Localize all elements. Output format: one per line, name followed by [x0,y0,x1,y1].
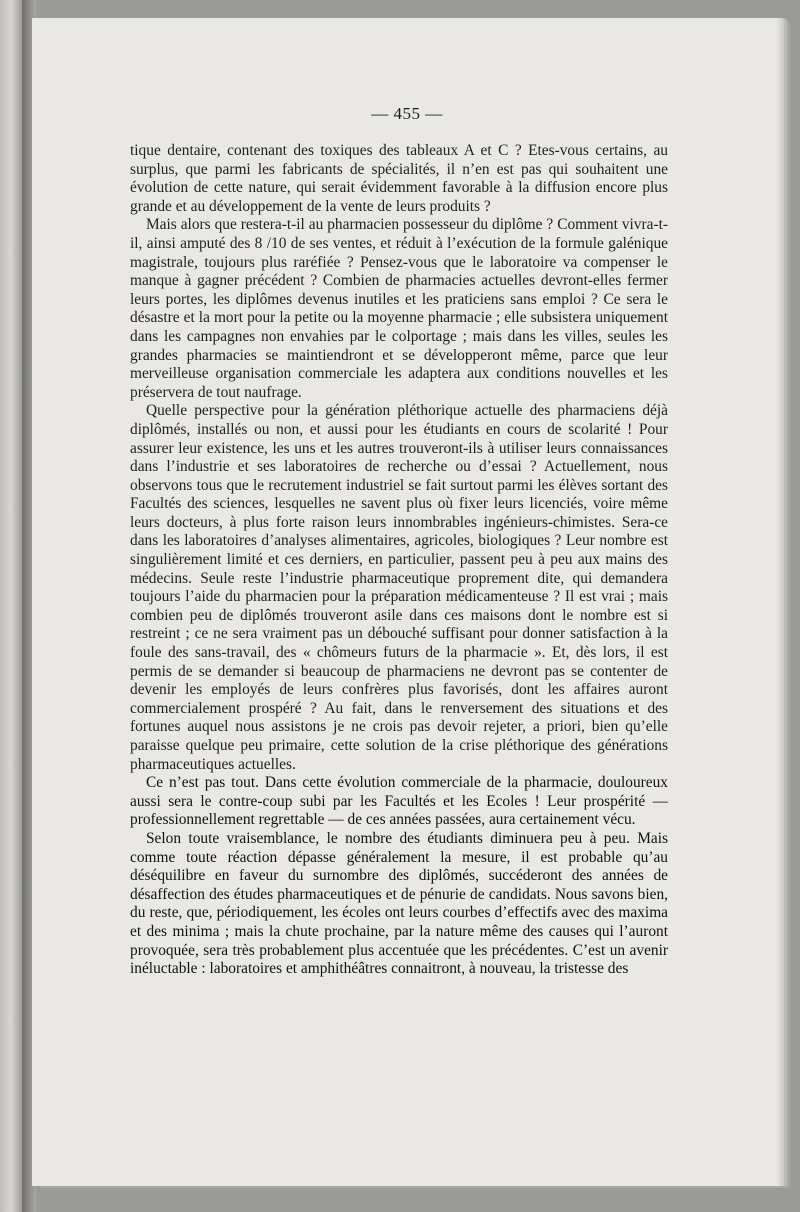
paragraph-1: tique dentaire, contenant des toxiques des tableaux A et C ? Etes-vous certains, au surplus, que parmi les fabricants de spécialités, il n’en est pas qui souhaitent une évolution de cette nature, qui serait évidemment favorable à la diffusion encore plus grande et au développement de la vente de leurs produits ? [130,142,668,215]
paragraph-5: Selon toute vraisemblance, le nombre des étudiants diminuera peu à peu. Mais comme toute réaction dépasse généralement la mesure, il est probable qu’au déséquilibre en faveur du surnombre des diplômés, succéderont des années de désaffection des études pharmaceutiques et de pénurie de candidats. Nous savons bien, du reste, que, périodiquement, les écoles ont leurs courbes d’effectifs avec des maxima et des minima ; mais la chute prochaine, par la nature même des causes qui l’auront provoquée, sera très probablement plus accentuée que les précédentes. C’est un avenir inéluctable : laboratoires et amphithéâtres connaitront, à nouveau, la tristesse des [130,829,668,978]
page-number: — 455 — [371,104,443,123]
paragraph-2: Mais alors que restera-t-il au pharmacien possesseur du diplôme ? Comment vivra-t-il, ainsi amputé des 8 /10 de ses ventes, et réduit à l’exécution de la formule galénique magistrale, toujours plus raréfiée ? Pensez-vous que le laboratoire va compenser le manque à gagner précédent ? Combien de pharmacies actuelles devront-elles fermer leurs portes, les diplômes devenus inutiles et les praticiens sans emploi ? Ce sera le désastre et la mort pour la petite ou la moyenne pharmacie ; elle subsistera uniquement dans les campagnes non envahies par le colportage ; mais dans les villes, seules les grandes pharmacies se maintiendront et se développeront même, parce que leur merveilleuse organisation commerciale les adaptera aux conditions nouvelles et les préservera de tout naufrage. [130,216,668,401]
paragraph-3: Quelle perspective pour la génération pléthorique actuelle des pharmaciens déjà diplômés, installés ou non, et aussi pour les étudiants en cours de scolarité ! Pour assurer leur existence, les uns et les autres trouveront-ils à utiliser leurs connaissances dans l’industrie et ses laboratoires de recherche ou d’essai ? Actuellement, nous observons tous que le recrutement industriel se fait surtout parmi les élèves sortant des Facultés des sciences, lesquelles ne savent plus où fixer leurs licenciés, voire même leurs docteurs, à plus forte raison leurs innombrables ingénieurs-chimistes. Sera-ce dans les laboratoires d’analyses alimentaires, agricoles, biologiques ? Leur nombre est singulièrement limité et ces derniers, en particulier, passent peu à peu aux mains des médecins. Seule reste l’industrie pharmaceutique proprement dite, qui demandera toujours l’aide du pharmacien pour la préparation médicamenteuse ? Il est vrai ; mais combien peu de diplômés trouveront asile dans ces maisons dont le nombre est si restreint ; ce ne sera vraiment pas un débouché suffisant pour donner satisfaction à la foule des sans-travail, des « chômeurs futurs de la pharmacie ». Et, dès lors, il est permis de se demander si beaucoup de pharmaciens ne devront pas se contenter de devenir les employés de leurs confrères plus favorisés, dont les affaires auront commercialement prospéré ? Au fait, dans le renversement des situations et des fortunes auquel nous assistons je ne crois pas devoir rejeter, a priori, bien qu’elle paraisse quelque peu primaire, cette solution de la crise pléthorique des générations pharmaceutiques actuelles. [130,402,668,773]
body-text [130,142,668,979]
book-page [32,18,782,1186]
adjacent-page-edge [0,0,22,1212]
paragraph-4: Ce n’est pas tout. Dans cette évolution commerciale de la pharmacie, douloureux aussi sera le contre-coup subi par les Facultés et les Ecoles ! Leur prospérité — professionnellement regrettable — de ces années passées, aura certainement vécu. [130,774,668,829]
page-edge [776,18,782,1186]
